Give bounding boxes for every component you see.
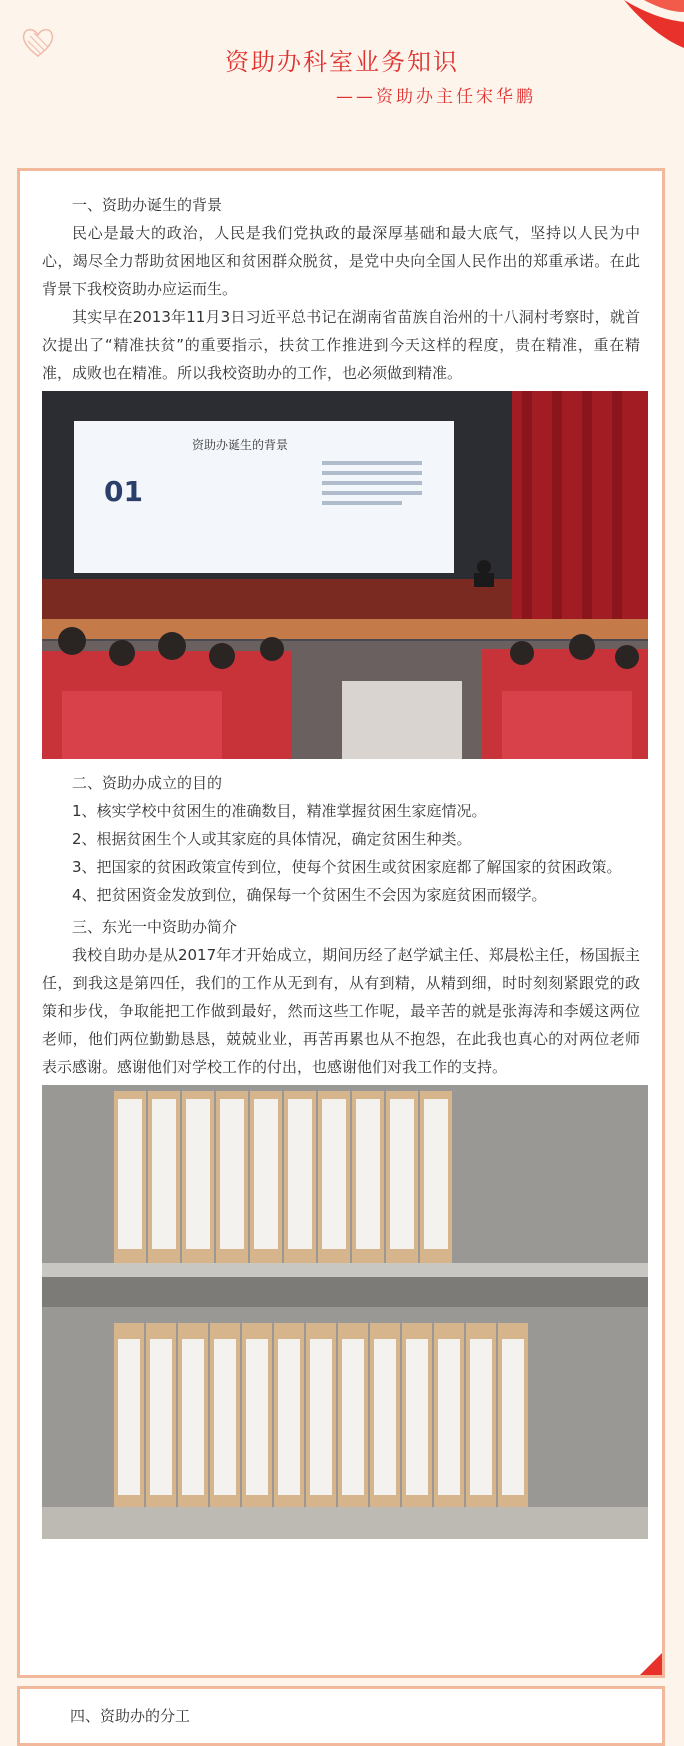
slide-title: 资助办诞生的背景 xyxy=(192,438,289,452)
section-heading: 三、东光一中资助办简介 xyxy=(72,918,238,936)
section-heading: 一、资助办诞生的背景 xyxy=(72,196,223,214)
meeting-hall-photo xyxy=(42,391,648,759)
list-item: 4、把贫困资金发放到位，确保每一个贫困生不会因为家庭贫困而辍学。 xyxy=(72,886,547,904)
paragraph: 其实早在2013年11月3日习近平总书记在湖南省苗族自治州的十八洞村考察时，就首次提出了“精准扶贫”的重要指示，扶贫工作推进到今天这样的程度，贵在精准，重在精准，成败也在精准。所以我校资助办的工作，也必须做到精准。 xyxy=(42,308,640,382)
ribbon-corner-decoration xyxy=(614,0,684,48)
list-item: 3、把国家的贫困政策宣传到位，使每个贫困生或贫困家庭都了解国家的贫困政策。 xyxy=(72,858,622,876)
page-subtitle: ——资助办主任宋华鹏 xyxy=(336,87,536,107)
list-item: 2、根据贫困生个人或其家庭的具体情况，确定贫困生种类。 xyxy=(72,830,472,848)
section-heading: 二、资助办成立的目的 xyxy=(72,774,223,792)
file-binders-photo xyxy=(42,1085,648,1539)
paragraph: 我校自助办是从2017年才开始成立，期间历经了赵学斌主任、郑晨松主任，杨国振主任，到我这是第四任，我们的工作从无到有，从有到精，从精到细，时时刻刻紧跟党的政策和步伐，争取能把工作做到最好，然而这些工作呢，最辛苦的就是张海涛和李媛这两位老师，他们两位勤勤恳恳，兢兢业业，再苦再累也从不抱怨，在此我也真心的对两位老师表示感谢。感谢他们对学校工作的付出，也感谢他们对我工作的支持。 xyxy=(42,946,640,1076)
list-item: 1、核实学校中贫困生的准确数目，精准掌握贫困生家庭情况。 xyxy=(72,802,487,820)
content-card xyxy=(17,168,665,1678)
page-title: 资助办科室业务知识 xyxy=(225,48,459,76)
slide-number: 01 xyxy=(104,475,143,508)
content-card-2 xyxy=(17,1686,665,1746)
paragraph: 民心是最大的政治，人民是我们党执政的最深厚基础和最大底气，坚持以人民为中心，竭尽全力帮助贫困地区和贫困群众脱贫，是党中央向全国人民作出的郑重承诺。在此背景下我校资助办应运而生。 xyxy=(42,224,640,298)
corner-decoration xyxy=(640,1653,662,1675)
section-heading: 四、资助办的分工 xyxy=(70,1707,191,1725)
